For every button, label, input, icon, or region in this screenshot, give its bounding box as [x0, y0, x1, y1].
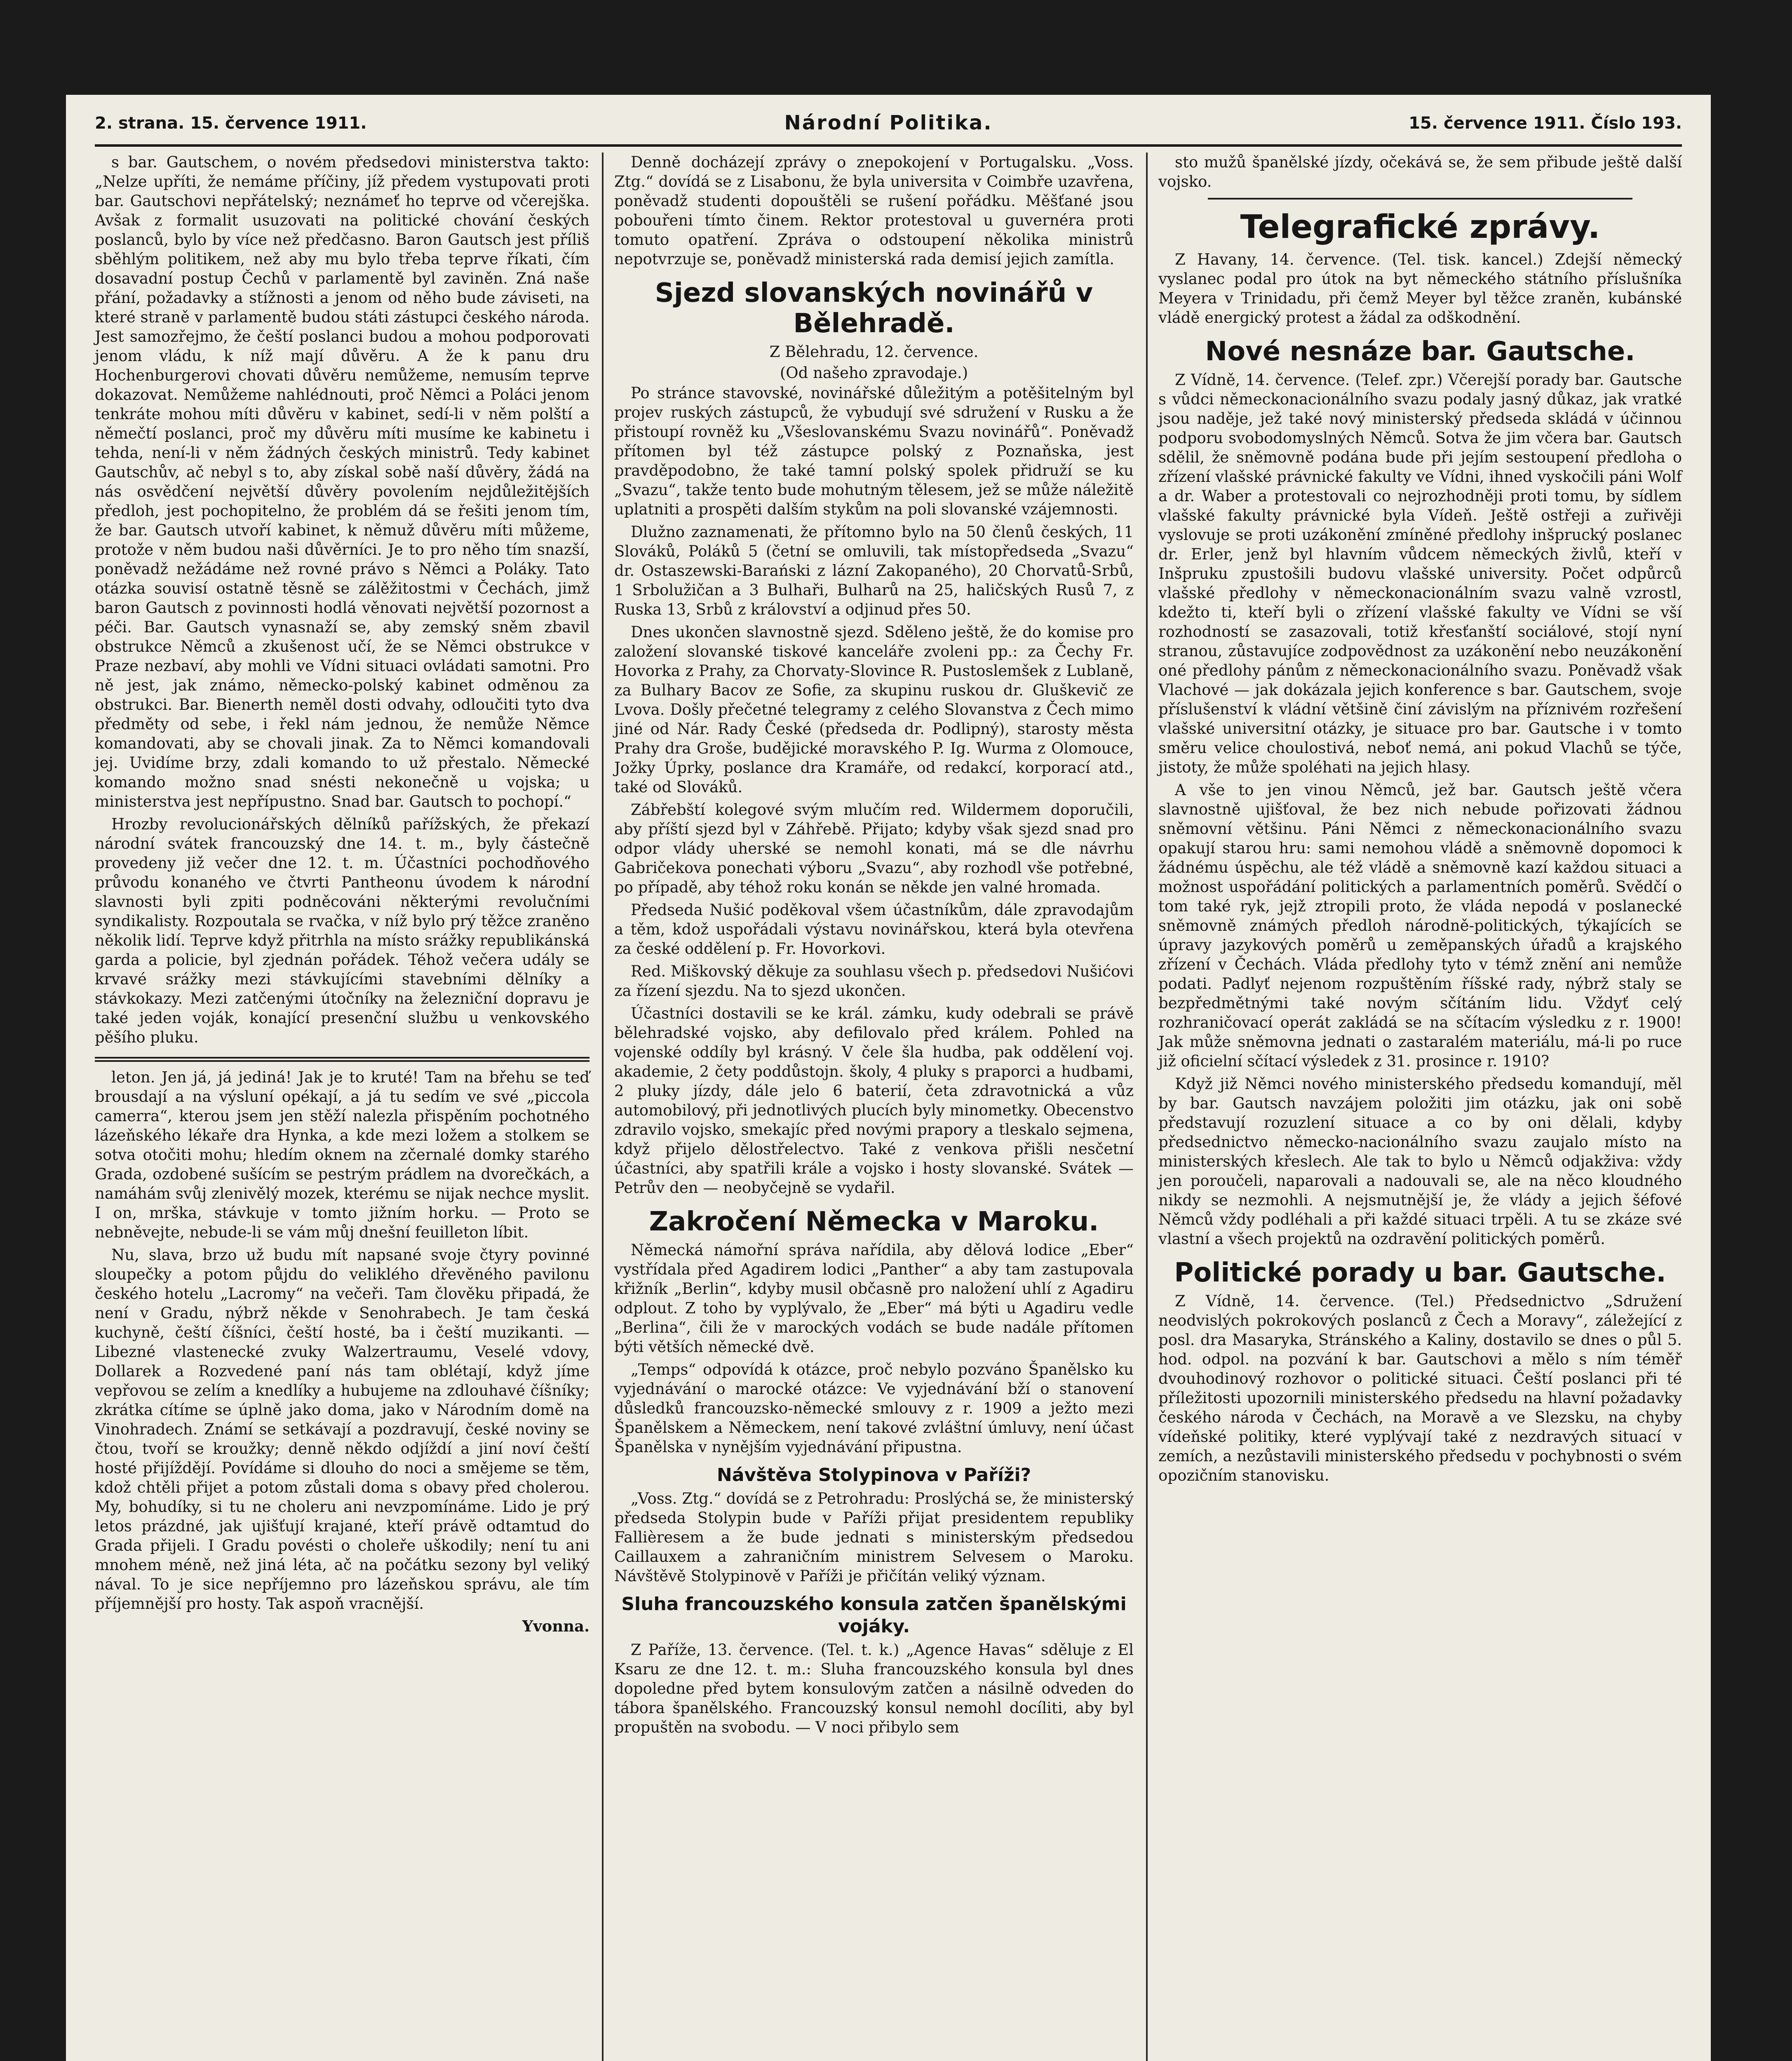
column-2 [614, 153, 1134, 1740]
congress-paragraph: Zábřebští kolegové svým mlučím red. Wildermem doporučili, aby příští sjezd byl v Záhřebě. Přijato; kdyby však sjezd snad pro odpor vlády uherské se nemohl konati, má se dle návrhu Gabričekova ponechati výboru „Svazu“, aby rozhodl vše potřebné, po případě, aby téhož roku konán se někde jen valné hromada. [614, 801, 1134, 896]
section-rule [1208, 198, 1632, 200]
feuilleton [95, 1057, 590, 1636]
gautsch-troubles-paragraph: Z Vídně, 14. července. (Telef. zpr.) Včerejší porady bar. Gautsche s vůdci německonacionálního svazu podaly jasný důkaz, jak vratké jsou naděje, jež také nový ministerský předseda skládá v účinnou podporu svobodomyslných Němců. Sotva že jim včera bar. Gautsch sdělil, že sněmovně podána bude při jejím sestoupení předloha o zřízení vlašské právnické fakulty ve Vídni, ihned vyskočili páni Wolf a dr. Waber a protestovali co nejrozhodněji proti tomu, by sídlem vlašské fakulty právnické byla Vídeň. Ještě ostřeji a zuřivěji vyslovuje se proti uzákonění zmíněné předlohy inšprucký poslanec dr. Erler, jenž byl hlavním vůdcem německých živlů, kteří v Inšpruku zpustošili budovu vlašské university. Počet odpůrců vlašské předlohy v německonacionálním svazu valně vzrostl, kdežto ti, kteří byli o zřízení vlašské fakulty ve Vídni se vší rozhodností se zasazovali, totiž křesťanští sociálové, stojí nyní stranou, zůstavujíce zodpovědnost za uzákonění nebo neuzákonění oné předlohy pánům z německonacionálního svazu. Poněvadž však Vlachové — jak dokázala jejich konference s bar. Gautschem, svoje příslušenství k vládní většině činí závislým na příznivém rozřešení vlašské universitní otázky, je situace pro bar. Gautsche i v tomto směru velice choulostivá, neboť nemá, ani pokud Vlachů se týče, jistoty, že může spoléhati na jejich hlasy. [1158, 371, 1682, 776]
newspaper-page [66, 95, 1711, 2061]
gautsch-troubles-paragraph: A vše to jen vinou Němců, jež bar. Gautsch ještě včera slavnostně ujišťoval, že bez nich nebude pořizovati žádnou sněmovní většinu. Páni Němci z německonacionálního svazu opakují starou hru: sami nemohou vládě a sněmovně dopomoci k žádnému úspěchu, ale též vládě a sněmovně kazí každou situaci a možnost uspořádání politických a parlamentních poměrů. Svědčí o tom také ryk, jejž ztropili proto, že vláda nepodá v poslanecké sněmovně známých předloh národně-politických, týkajících se úpravy jazykových poměrů u zeměpanských úřadů a krajského zřízení v Čechách. Vláda předlohy tyto v témž znění ani nemůže podati. Padlyť nejenom rozpuštěním říšské rady, nýbrž staly se bezpředmětnými také novým sčítáním lidu. Vždyť celý rozhraničovací operát zakládá se na sčítacím výsledku z r. 1900! Jak může sněmovna jednati o zastaralém materiálu, má-li po ruce již oficielní sčítací výsledek z 31. prosince r. 1910? [1158, 781, 1682, 1070]
headline-telegrams: Telegrafické zprávy. [1240, 209, 1600, 246]
source-congress: (Od našeho zpravodaje.) [780, 364, 968, 382]
consul-paragraph: Z Paříže, 13. července. (Tel. t. k.) „Agence Havas“ sděluje z El Ksaru ze dne 12. t. m.: Sluha francouzského konsula byl dnes dopoledne před bytem konsulovým zatčen a násilně odveden do tábora španělského. Francouzský konsul nemohl docíliti, aby byl propuštěn na svobodu. — V noci přibylo sem [614, 1641, 1134, 1736]
issue-date-left: 2. strana. 15. července 1911. [95, 114, 367, 133]
issue-number-right: 15. července 1911. Číslo 193. [1409, 114, 1682, 133]
column-1 [95, 153, 590, 1636]
telegram-havana: Z Havany, 14. července. (Tel. tisk. kancel.) Zdejší německý vyslanec podal pro útok na byt německého státního příslušníka Meyera v Trinidadu, při čemž Meyer byl těžce zraněn, kubánské vládě energický protest a žádal za odškodnění. [1158, 251, 1682, 326]
column-rule-2 [1146, 153, 1148, 2061]
column-3 [1158, 153, 1682, 1488]
headline-morocco: Zakročení Německa v Maroku. [649, 1207, 1099, 1237]
congress-paragraph: Red. Miškovský děkuje za souhlasu všech p. předsedovi Nušićovi za řízení sjezdu. Na to sjezd ukončen. [614, 962, 1134, 1000]
article-paris-riots: Hrozby revolucionářských dělníků pařížských, že překazí národní svátek francouzský dne 14. t. m., byly částečně provedeny již večer dne 12. t. m. Účastníci pochodňového průvodu konaného ve čtvrti Pantheonu úvodem k národní slavnosti byli zpiti podněcováni některými revolučními syndikalisty. Rozpoutala se rvačka, v níž bylo prý těžce zraněno několik lidí. Teprve když přitrhla na místo srážky republikánská garda a policie, byl zjednán pořádek. Téhož večera udály se krvavé srážky mezi stávkujícími stavebními dělníky a stávkokazy. Mezi zatčenými útočníky na železniční dopravu je také jeden voják, konající presenční službu u venkovského pěšího pluku. [95, 815, 590, 1046]
gautsch-troubles-paragraph: Když již Němci nového ministerského předsedu komandují, měl by bar. Gautsch navzájem položiti jim otázku, jak oni sobě představují rozuzlení situace a co by oni dělali, kdyby předsednictvo německo-nacionálního svazu zaujalo místo na ministerských křeslech. Ale tak to bylo u Němců odjakživa: vždy jen poroučeli, naparovali a nadouvali se, ale na něco kloudného nikdy se nezmohli. A nejsmutnější je, že vlády a jejich šéfové Němců vždy podléhali a při každé situaci trpěli. A tu se zkáze své vlastní a všech projektů na ozdravění politických poměrů. [1158, 1075, 1682, 1248]
feuilleton-paragraph: leton. Jen já, já jediná! Jak je to kruté! Tam na břehu se teď brousdají a na výsluní opékají, a já tu sedím ve své „piccola camerra“, kterou jsem jen stěží nalezla přispěním pochotného lázeňského lékaře dra Hynka, a kde mezi ložem a stolkem se sotva otočiti mohu; hledím oknem na zčernalé domky starého Grada, ozdobené sušícím se pestrým prádlem na dvorečkách, a namáhám svůj zlenivělý mozek, kterému se nijak nechce myslit. I on, mrška, stávkuje v tomto jižním horku. — Proto se nebněvejte, nebude-li se vám můj dnešní feuilleton líbit. [95, 1068, 590, 1241]
running-head [95, 111, 1682, 147]
congress-paragraph: Dnes ukončen slavnostně sjezd. Sděleno ještě, že do komise pro založení slovanské tiskové kanceláře zvoleni pp.: za Čechy Fr. Hovorka z Prahy, za Chorvaty-Slovince R. Pustoslemšek z Lublaně, za Bulhary Bacov ze Sofie, za skupinu ruskou dr. Gluškevič ze Lvova. Došly přečetné telegramy z celého Slovanstva z Čech mimo jiné od Nár. Rady České (předseda dr. Podlipný), starosty města Prahy dra Groše, budějické moravského P. Ig. Wurma z Olomouce, Jožky Úprky, poslance dra Kramáře, od redakcí, korporací atd., také od Slováků. [614, 623, 1134, 796]
headline-stolypin: Návštěva Stolypinova v Paříži? [716, 1465, 1031, 1486]
headline-congress: Sjezd slovanských novinářů v Bělehradě. [655, 278, 1093, 339]
newspaper-masthead: Národní Politika. [784, 111, 993, 134]
feuilleton-paragraph: Nu, slava, brzo už budu mít napsané svoje čtyry povinné sloupečky a potom půjdu do veliklého dřevěného pavilonu českého hotelu „Lacromy“ na večeři. Tam člověku připadá, že není v Gradu, nýbrž někde v Senohrabech. Je tam česká kuchyně, čeští číšníci, čeští hosté, ba i čeští muzikanti. — Libezné vlastenecké zvuky Walzertraumu, Veselé vdovy, Dollarek a Rozvedené paní nás tam oblétají, když jíme vepřovou se zelím a knedlíky a hubujeme na zdlouhavé číšníky; zkrátka cítíme se úplně jako doma, jako v Národním domě na Vinohradech. Známí se setkávají a pozdravují, české noviny se čtou, tvoří se kroužky; denně někdo odjíždí a jiní noví čeští hosté přijíždějí. Povídáme si dlouho do noci a smějeme se těm, kdož chtěli přijet a potom zůstali doma s obavy před cholerou. My, bohudíky, si tu ne choleru ani nevzpomínáme. Lido je prý letos prázdné, jak ujišťují krajané, kteří právě odtamtud do Grada přijeli. I Gradu povésti o choleře uškodily; není tu ani mnohem méně, než jiná léta, ač na počátku sezony byl veliký nával. To je sice nepříjemno pro lázeňskou správu, ale tím příjemnější pro hosty. Tak aspoň vracnější. [95, 1246, 590, 1613]
headline-gautsch-troubles: Nové nesnáze bar. Gautsche. [1205, 336, 1635, 367]
congress-paragraph: Předseda Nušić poděkoval všem účastníkům, dále zpravodajům a těm, kdož uspořádali výstavu novinářskou, která byla otevřena za české oddělení p. Fr. Hovorkovi. [614, 901, 1134, 958]
dateline-congress: Z Bělehradu, 12. července. [769, 343, 979, 361]
morocco-paragraph: Německá námořní správa nařídila, aby dělová lodice „Eber“ vystřídala před Agadirem lodici „Panther“ a aby tam zastupovala křižník „Berlin“, kdyby musil občasně pro naložení uhlí z Agadiru odplout. Z toho by vyplývalo, že „Eber“ má býti u Agadiru vedle „Berlina“, čili že v marockých vodách se bude nadále přítomen býti větších německé dvě. [614, 1241, 1134, 1356]
headline-consul: Sluha francouzského konsula zatčen španělskými vojáky. [621, 1594, 1127, 1637]
stolypin-paragraph: „Voss. Ztg.“ dovídá se z Petrohradu: Proslýchá se, že ministerský předseda Stolypin bude v Paříži přijat presidentem republiky Fallièresem a že bude jednati s ministerským předsedou Caillauxem a zahraničním ministrem Selvesem o Maroku. Návštěvě Stolypinově v Paříži je přičítán veliký význam. [614, 1490, 1134, 1585]
consul-continued: sto mužů španělské jízdy, očekává se, že sem přibude ještě další vojsko. [1158, 153, 1682, 190]
congress-paragraph: Dlužno zaznamenati, že přítomno bylo na 50 členů českých, 11 Slováků, Poláků 5 (četní se omluvili, tak místopředseda „Svazu“ dr. Ostaszewski-Barański z lázní Zakopaného), 20 Chorvatů-Srbů, 1 Srbolužičan a 3 Bulhaři, Bulharů na 25, haličských Rusů 7, z Ruska 13, Srbů z království a odjinud přes 50. [614, 523, 1134, 618]
morocco-paragraph: „Temps“ odpovídá k otázce, proč nebylo pozváno Španělsko ku vyjednávání o marocké otázce: Ve vyjednávání bží o stanovení důsledků francouzsko-německé smlouvy z r. 1909 a ježto mezi Španělskem a Německem, není takové zvláštní úmluvy, není účast Španělska v nynějším vyjednávání připustna. [614, 1361, 1134, 1456]
congress-paragraph: Po stránce stavovské, novinářské důležitým a potěšitelným byl projev ruských zástupců, že vybudují své sdružení v Rusku a že přistoupí rovněž ku „Všeslovanskému Svazu novinářů“. Poněvadž přítomen byl též zástupce polský z Poznaňska, jest pravděpodobno, že také tamní polský spolek přidruží se ku „Svazu“, takže tento bude mohutným tělesem, jež se může náležitě uplatniti a prospěti dalším stykům na poli slovanské vzájemnosti. [614, 384, 1134, 518]
article-portugal: Denně docházejí zprávy o znepokojení v Portugalsku. „Voss. Ztg.“ dovídá se z Lisabonu, že byla universita v Coimbře uzavřena, poněvadž studenti dopouštěli se rušení pořádku. Měšťané jsou pobouřeni tímto činem. Rektor protestoval u guvernéra proti tomuto opatření. Zpráva o odstoupení několika ministrů nepotvrzuje se, poněvadž ministerská rada demisí jejich zamítla. [614, 153, 1134, 268]
headline-consultations: Politické porady u bar. Gautsche. [1174, 1258, 1666, 1288]
consultations-paragraph: Z Vídně, 14. července. (Tel.) Předsednictvo „Sdružení neodvislých pokrokových poslanců z Čech a Moravy“, záležející z posl. dra Masaryka, Stránského a Kaliny, dostavilo se dnes o půl 5. hod. odpol. na pozvání k bar. Gautschovi a mělo s ním téměř dvouhodinový rozhovor o politické situaci. Čeští poslanci při té příležitosti upozornili ministerského předsedu na hlavní požadavky českého národa v Čechách, na Moravě a ve Slezsku, na chyby vídeňské politiky, které vyplývají také z nezdravých situací v zemích, a nezůstavili ministerského předsedu v pochybnosti o svém opozičním stanovisku. [1158, 1292, 1682, 1484]
column-rule-1 [602, 153, 604, 2061]
feuilleton-signature: Yvonna. [522, 1617, 590, 1635]
article-gautsch-continued: s bar. Gautschem, o novém předsedovi ministerstva takto: „Nelze upříti, že nemáme příčiny, jíž předem vystupovati proti bar. Gautschovi nepřátelský; neznámeť ho teprve od včerejška. Avšak z formalit usuzovati na politické chování českých poslanců, bylo by více než předčasno. Baron Gautsch jest příliš sběhlým politikem, než aby mu bylo třeba teprve říkati, čím dosavadní postup Čechů v parlamentě byl zaviněn. Zná naše přání, požadavky a stížnosti a jenom od něho bude záviseti, na které straně v parlamentě budou státi zástupci českého národa. Jest samozřejmo, že čeští poslanci budou a mohou podporovati jenom vládu, k níž mají důvěru. A že k panu dru Hochenburgerovi chovati důvěru nemůžeme, nemusím teprve dokazovat. Nemůžeme nahlédnouti, proč Němci a Poláci jenom tenkráte mohou míti důvěru v kabinet, sedí-li v něm polští a němečtí poslanci, proč my důvěru míti musíme ke kabinetu i tehda, není-li v něm žádných českých ministrů. Tedy kabinet Gautschův, ač nebyl s to, aby získal sobě naší důvěry, žádá na nás osvědčení největší důvěry povolením nejdůležitějších předloh, jest pochopitelno, že problém dá se řešiti jenom tím, že bar. Gautsch utvoří kabinet, k němuž důvěru míti můžeme, protože v něm budou naši důvěrníci. Je to pro něho tím snazší, poněvadž nežádáme než rovné právo s Němci a Poláky. Tato otázka souvisí ostatně těsně se zálěžitostmi v Čechách, jimž baron Gautsch z povinnosti hodlá věnovati největší pozornost a péči. Bar. Gautsch vynasnaží se, aby zemský sněm zbavil obstrukce Němců a zkušenost učí, že se Němci obstrukce v Praze nezbaví, aby mohli ve Vídni situaci ovládati samotni. Pro ně jest, jak známo, německo-polský kabinet odměnou za obstrukci. Bar. Bienerth neměl dosti odvahy, odloučiti tyto dva předměty od sebe, i řekl nám jednou, že nemůže Němce komandovati, aby se chovali jinak. Za to Němci komandovali jej. Uvidíme brzy, zdali komando to už přestalo. Německé komando možno snad snésti nekonečně u vojska; u ministerstva jest nepřípustno. Snad bar. Gautsch to pochopí.“ [95, 153, 590, 810]
congress-paragraph: Účastníci dostavili se ke král. zámku, kudy odebrali se právě bělehradské vojsko, aby defilovalo před králem. Pohled na vojenské oddíly byl krásný. V čele šla hudba, pak oddělení voj. akademie, 2 čety poddůstojn. školy, 4 pluky s praporci a hudbami, 2 pluky jízdy, dále jelo 6 baterií, četa zdravotnická a vůz automobilový, při jednotlivých plucích byly minometky. Obecenstvo zdravilo vojsko, smekajíc před novými prapory a tleskalo sejmena, když přijelo dělostřelectvo. Také z venkova přišli nesčetní účastníci, aby spatřili krále a vojsko i hosty slovanské. Svátek — Petrův den — neobyčejně se vydařil. [614, 1005, 1134, 1197]
